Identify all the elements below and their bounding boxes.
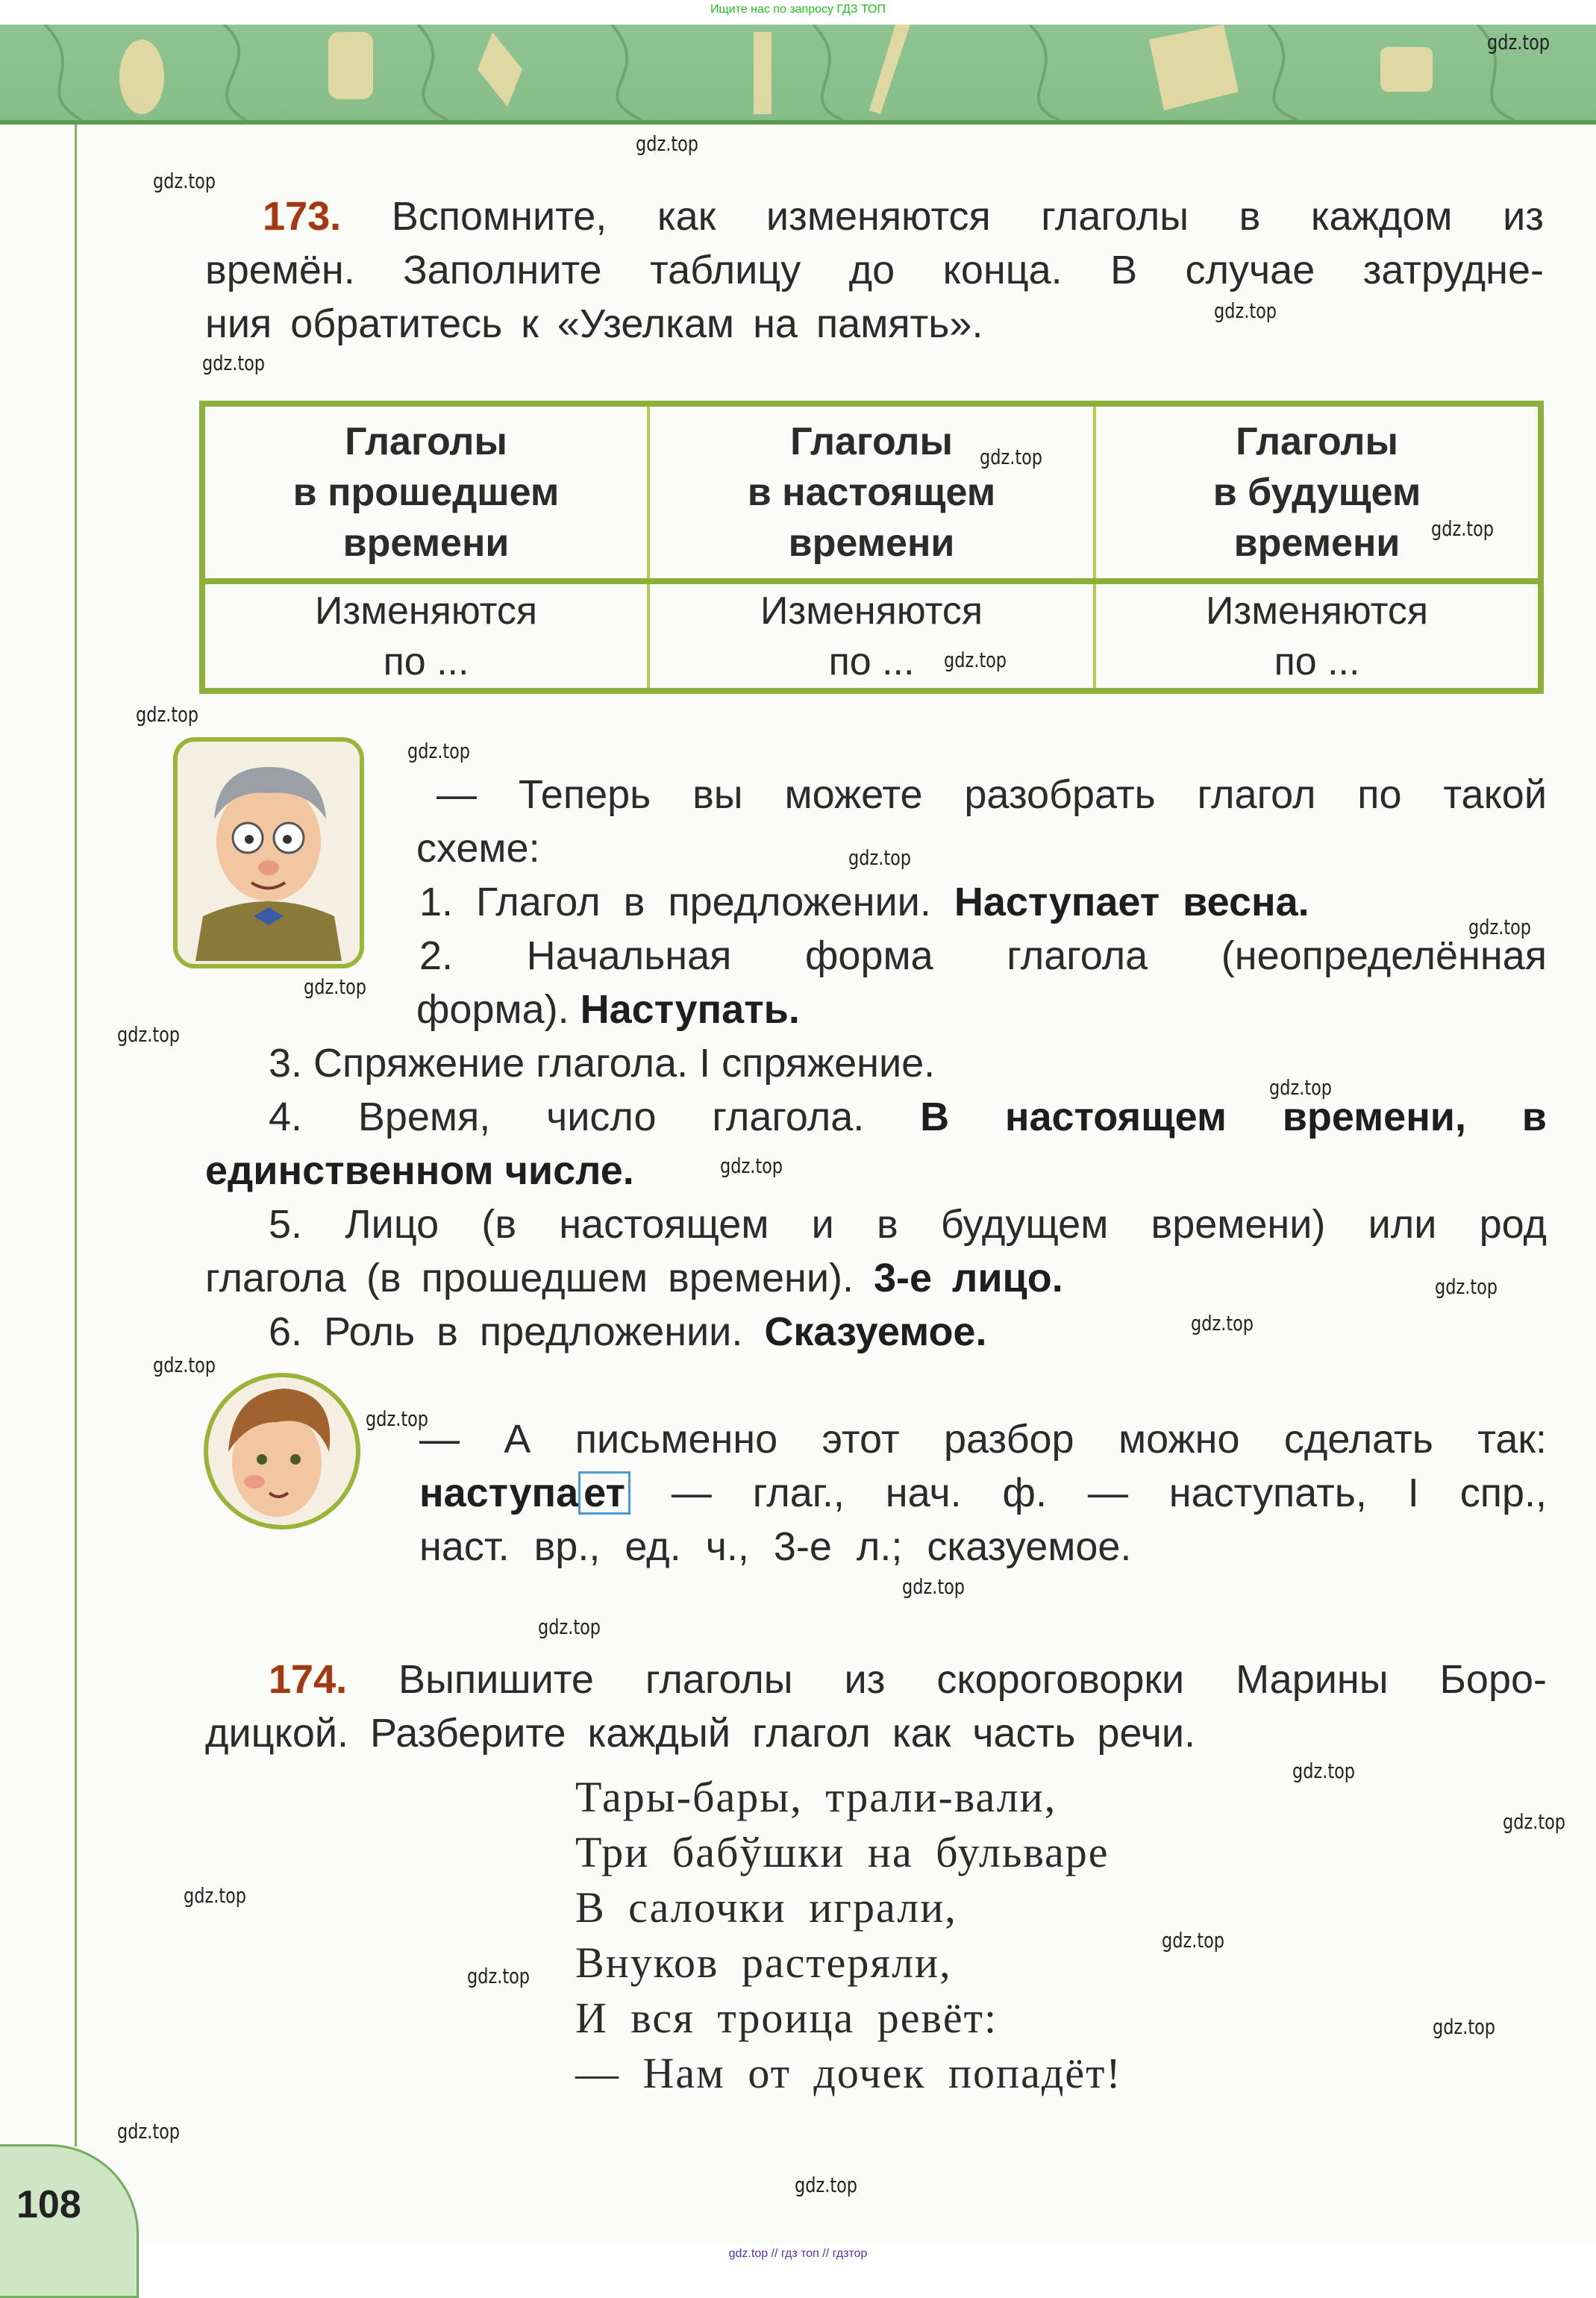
ending-box: ет: [578, 1471, 630, 1515]
top-notice: Ищите нас по запросу ГДЗ ТОП: [710, 3, 886, 16]
school-items-pattern-icon: [0, 25, 1596, 120]
cell-future[interactable]: Изменяются по ...: [1095, 581, 1541, 691]
watermark: gdz.top: [1214, 298, 1277, 323]
header-future: Глаголы в будущем времени: [1095, 404, 1541, 581]
teacher-line-2: схеме:: [416, 826, 540, 871]
watermark: gdz.top: [1191, 1311, 1254, 1336]
teacher-line-11: 6. Роль в предложении. Сказуемое.: [269, 1309, 987, 1354]
poem-line-5: И вся троица ревёт:: [575, 1994, 998, 2042]
table-row: [202, 581, 1541, 691]
cell-present[interactable]: Изменяются по ...: [648, 581, 1095, 691]
watermark: gdz.top: [1292, 1759, 1356, 1783]
teacher-line-4: 2. Начальная форма глагола (неопределённая: [419, 933, 1547, 978]
watermark: gdz.top: [1431, 516, 1495, 541]
watermark: gdz.top: [538, 1615, 601, 1639]
teacher-line-8: единственном числе.: [205, 1148, 634, 1193]
teacher-line-7: 4. Время, число глагола. В настоящем времени, в: [269, 1095, 1548, 1139]
ex173-text: Вспомните, как изменяются глаголы в каждом из: [391, 194, 1545, 239]
teacher-line-5: форма). Наступать.: [416, 987, 800, 1032]
ex174-line-2: дицкой. Разберите каждый глагол как часть речи.: [205, 1711, 1196, 1756]
exercise-number-174: 174.: [269, 1657, 348, 1702]
watermark: gdz.top: [902, 1574, 966, 1599]
poem-line-6: — Нам от дочек попадёт!: [575, 2049, 1122, 2097]
boy-line-3: наст. вр., ед. ч., 3-е л.; сказуемое.: [419, 1524, 1132, 1569]
page-number: 108: [16, 2183, 81, 2226]
watermark: gdz.top: [795, 2173, 858, 2197]
cell-past[interactable]: Изменяются по ...: [202, 581, 648, 691]
watermark: gdz.top: [944, 648, 1007, 672]
ex173-line-1: [263, 190, 1544, 243]
footer-notice: gdz.top // гдз топ // гдзтор: [728, 2247, 868, 2260]
watermark: gdz.top: [848, 845, 912, 870]
teacher-line-10: глагола (в прошедшем времени). 3-е лицо.: [205, 1256, 1063, 1300]
watermark: gdz.top: [153, 169, 216, 193]
poem-line-2: Три бабўшки на бульваре: [575, 1828, 1110, 1876]
watermark: gdz.top: [1487, 30, 1550, 54]
watermark: gdz.top: [720, 1153, 783, 1178]
watermark: gdz.top: [1162, 1928, 1225, 1953]
ex174-line-1: 174. Выпишите глаголы из скороговорки Марины Боро-: [269, 1657, 1547, 1702]
watermark: gdz.top: [1468, 915, 1532, 939]
watermark: gdz.top: [1433, 2014, 1496, 2039]
teacher-line-9: 5. Лицо (в настоящем и в будущем времени) или род: [269, 1202, 1547, 1247]
watermark: gdz.top: [1269, 1075, 1333, 1100]
decorative-banner: [0, 25, 1596, 125]
watermark: gdz.top: [1435, 1274, 1498, 1299]
margin-line: [75, 125, 77, 2147]
ex173-line-3: ния обратитесь к «Узелкам на память».: [205, 301, 983, 346]
watermark: gdz.top: [202, 351, 266, 375]
teacher-illustration: [173, 737, 364, 968]
poem-line-3: В салочки играли,: [575, 1883, 957, 1932]
teacher-line-6: 3. Спряжение глагола. I спряжение.: [269, 1041, 936, 1086]
watermark: gdz.top: [636, 131, 699, 156]
header-past: Глаголы в прошедшем времени: [202, 404, 648, 581]
exercise-number-173: 173.: [263, 194, 342, 239]
watermark: gdz.top: [117, 2119, 181, 2144]
watermark: gdz.top: [184, 1883, 247, 1908]
teacher-line-1: — Теперь вы можете разобрать глагол по такой: [436, 772, 1547, 817]
header-present: Глаголы в настоящем времени: [648, 404, 1095, 581]
watermark: gdz.top: [1503, 1809, 1566, 1834]
watermark: gdz.top: [407, 739, 471, 763]
watermark: gdz.top: [117, 1022, 181, 1047]
watermark: gdz.top: [136, 702, 199, 727]
tense-table: [199, 401, 1544, 694]
table-header-row: [202, 404, 1541, 581]
watermark: gdz.top: [304, 974, 367, 999]
ex173-line-2: времён. Заполните таблицу до конца. В случае затрудне-: [205, 248, 1544, 292]
watermark: gdz.top: [366, 1406, 429, 1431]
teacher-line-3: 1. Глагол в предложении. Наступает весна.: [419, 880, 1309, 924]
boy-line-1: — А письменно этот разбор можно сделать так:: [419, 1417, 1547, 1462]
boy-line-2: наступа ет — глаг., нач. ф. — наступать, I спр.,: [419, 1471, 1547, 1515]
watermark: gdz.top: [467, 1964, 531, 1988]
boy-illustration: [202, 1370, 362, 1532]
poem-line-4: Внуков растеряли,: [575, 1938, 952, 1987]
watermark: gdz.top: [153, 1353, 216, 1377]
watermark: gdz.top: [980, 445, 1043, 469]
poem-line-1: Тары-бары, трали-вали,: [575, 1773, 1057, 1821]
